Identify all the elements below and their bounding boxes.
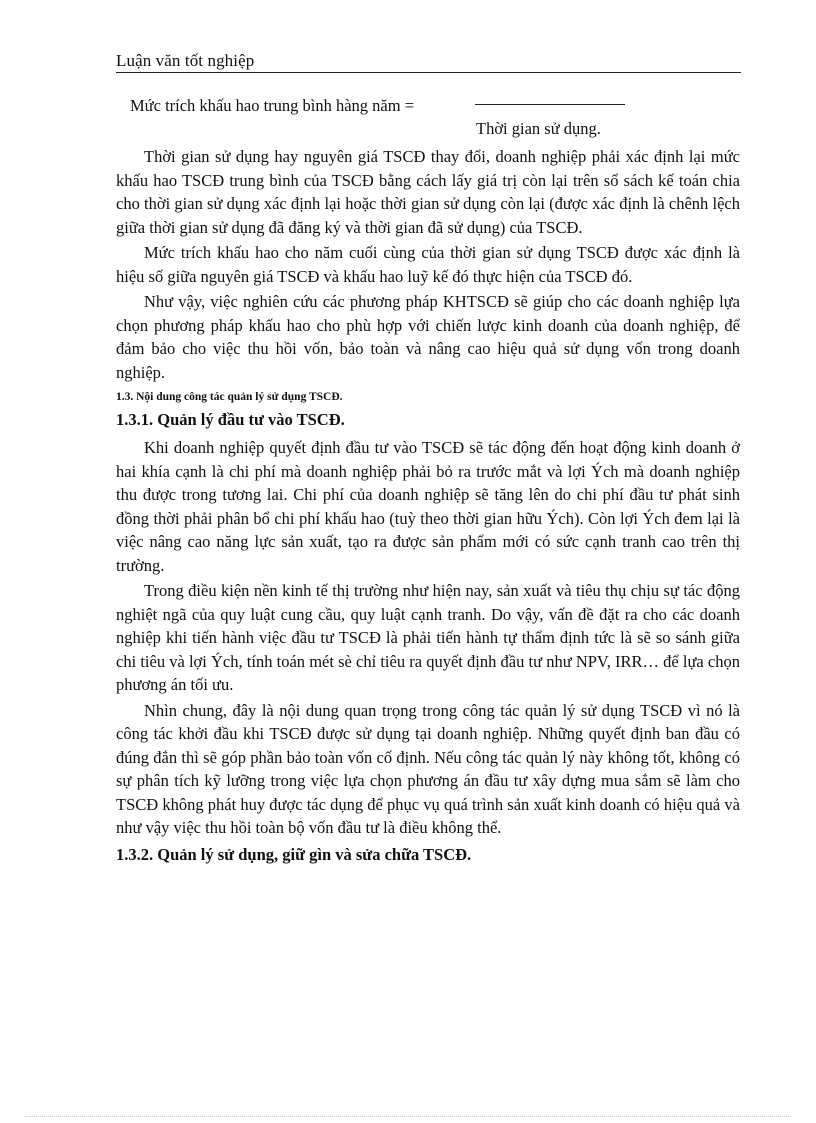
formula-fraction-line — [475, 104, 625, 105]
paragraph: Nhìn chung, đây là nội dung quan trọng trong công tác quản lý sử dụng TSCĐ vì nó là công tác khởi đầu khi TSCĐ được sử dụng tại doanh nghiệp. Những quyết định ban đầu có đúng đắn thì sẽ góp phần bảo toàn vốn cố định. Nếu công tác quản lý này không tốt, không có sự phân tích kỹ lưỡng trong việc lựa chọn phương án đầu tư xây dựng mua sắm sẽ làm cho TSCĐ không phát huy được tác dụng để phục vụ quá trình sản xuất kinh doanh có hiệu quả và như vậy việc thu hồi toàn bộ vốn đầu tư là điều không thể. — [116, 700, 740, 837]
section-heading-1-3-2: 1.3.2. Quản lý sử dụng, giữ gìn và sửa chữa TSCĐ. — [116, 844, 472, 864]
paragraph: Trong điều kiện nền kinh tế thị trường như hiện nay, sản xuất và tiêu thụ chịu sự tác động nghiệt ngã của quy luật cung cầu, quy luật cạnh tranh. Do vậy, vấn đề đặt ra cho các doanh nghiệp khi tiến hành việc đầu tư TSCĐ là phải tiến hành tự thẩm định tức là sẽ so sánh giữa chi tiêu và lợi Ých, tính toán mét sè chỉ tiêu ra quyết định đầu tư như NPV, IRR… để lựa chọn phương án tối ưu. — [116, 581, 740, 694]
page-bottom-border — [25, 1116, 791, 1117]
formula-denominator: Thời gian sử dụng. — [476, 119, 601, 138]
paragraph: Như vậy, việc nghiên cứu các phương pháp KHTSCĐ sẽ giúp cho các doanh nghiệp lựa chọn phương pháp khấu hao cho phù hợp với chiến lược kinh doanh của doanh nghiệp, để đảm bảo cho việc thu hồi vốn, bảo toàn và nâng cao hiệu quả sử dụng vốn trong doanh nghiệp. — [116, 292, 740, 382]
header-divider — [116, 72, 741, 73]
paragraph: Thời gian sử dụng hay nguyên giá TSCĐ thay đổi, doanh nghiệp phải xác định lại mức khấu hao TSCĐ trung bình của TSCĐ bằng cách lấy giá trị còn lại trên sổ sách kế toán chia cho thời gian sử dụng xác định lại hoặc thời gian sử dụng còn lại (được xác định là chênh lệch giữa thời gian sử dụng đã đăng ký và thời gian đã sử dụng) của TSCĐ. — [116, 147, 740, 237]
section-heading-1-3-1: 1.3.1. Quản lý đầu tư vào TSCĐ. — [116, 410, 345, 429]
document-body — [116, 145, 740, 871]
page-header-title: Luận văn tốt nghiệp — [116, 51, 255, 70]
section-heading-1-3: 1.3. Nội dung công tác quản lý sử dụng TSCĐ. — [116, 391, 343, 403]
depreciation-formula — [130, 94, 650, 144]
paragraph: Khi doanh nghiệp quyết định đầu tư vào TSCĐ sẽ tác động đến hoạt động kinh doanh ở hai khía cạnh là chi phí mà doanh nghiệp phải bỏ ra trước mắt và lợi Ých mà doanh nghiệp thu được trong tương lai. Chi phí của doanh nghiệp sẽ tăng lên do chi phí đầu tư phát sinh đồng thời phải phân bổ chi phí khấu hao (tuỳ theo thời gian hữu Ých). Còn lợi Ých đem lại là việc nâng cao năng lực sản xuất, tạo ra được sản phẩm mới có sức cạnh tranh cao trên thị trường. — [116, 438, 740, 575]
formula-label: Mức trích khấu hao trung bình hàng năm = — [130, 96, 415, 115]
paragraph: Mức trích khấu hao cho năm cuối cùng của thời gian sử dụng TSCĐ được xác định là hiệu số giữa nguyên giá TSCĐ và khấu hao luỹ kế đó thực hiện của TSCĐ đó. — [116, 243, 740, 286]
